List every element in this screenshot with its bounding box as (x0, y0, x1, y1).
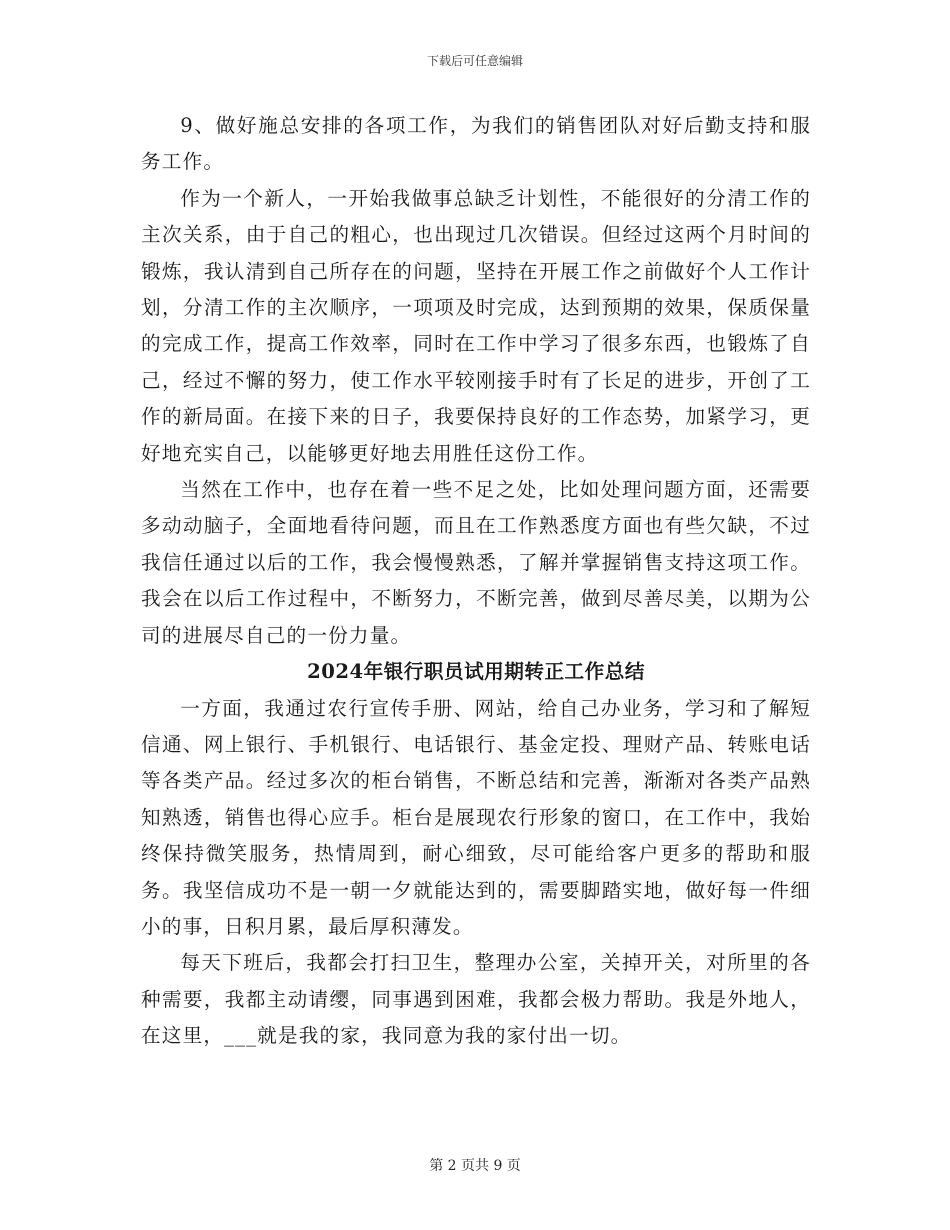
section-title: 2024年银行职员试用期转正工作总结 (307, 660, 645, 684)
document-body (141, 108, 811, 1055)
paragraph-product-learning: 一方面，我通过农行宣传手册、网站，给自己办业务，学习和了解短信通、网上银行、手机银行、电话银行、基金定投、理财产品、转账电话等各类产品。经过多次的柜台销售，不断总结和完善，渐渐对各类产品熟知熟透，销售也得心应手。柜台是展现农行形象的窗口，在工作中，我始终保持微笑服务，热情周到，耐心细致，尽可能给客户更多的帮助和服务。我坚信成功不是一朝一夕就能达到的，需要脚踏实地，做好每一件细小的事，日积月累，最后厚积薄发。 (141, 696, 811, 938)
paragraph-newcomer-reflection: 作为一个新人，一开始我做事总缺乏计划性，不能很好的分清工作的主次关系，由于自己的粗心，也出现过几次错误。但经过这两个月时间的锻炼，我认清到自己所存在的问题，坚持在开展工作之前做好个人工作计划，分清工作的主次顺序，一项项及时完成，达到预期的效果，保质保量的完成工作，提高工作效率，同时在工作中学习了很多东西，也锻炼了自己，经过不懈的努力，使工作水平较刚接手时有了长足的进步，开创了工作的新局面。在接下来的日子，我要保持良好的工作态势，加紧学习，更好地充实自己，以能够更好地去用胜任这份工作。 (141, 186, 811, 465)
page-header: 下载后可任意编辑 (426, 54, 523, 68)
page-footer: 第 2 页共 9 页 (429, 1158, 521, 1174)
paragraph-shortcomings: 当然在工作中，也存在着一些不足之处，比如处理问题方面，还需要多动动脑子，全面地看待问题，而且在工作熟悉度方面也有些欠缺，不过我信任通过以后的工作，我会慢慢熟悉，了解并掌握销售支持这项工作。我会在以后工作过程中，不断努力，不断完善，做到尽善尽美，以期为公司的进展尽自己的一份力量。 (141, 478, 811, 647)
paragraph-item-9: 9、做好施总安排的各项工作，为我们的销售团队对好后勤支持和服务工作。 (141, 114, 811, 174)
paragraph-daily-duties: 每天下班后，我都会打扫卫生，整理办公室，关掉开关，对所里的各种需要，我都主动请缨，同事遇到困难，我都会极力帮助。我是外地人，在这里，___就是我的家，我同意为我的家付出一切。 (141, 951, 811, 1048)
